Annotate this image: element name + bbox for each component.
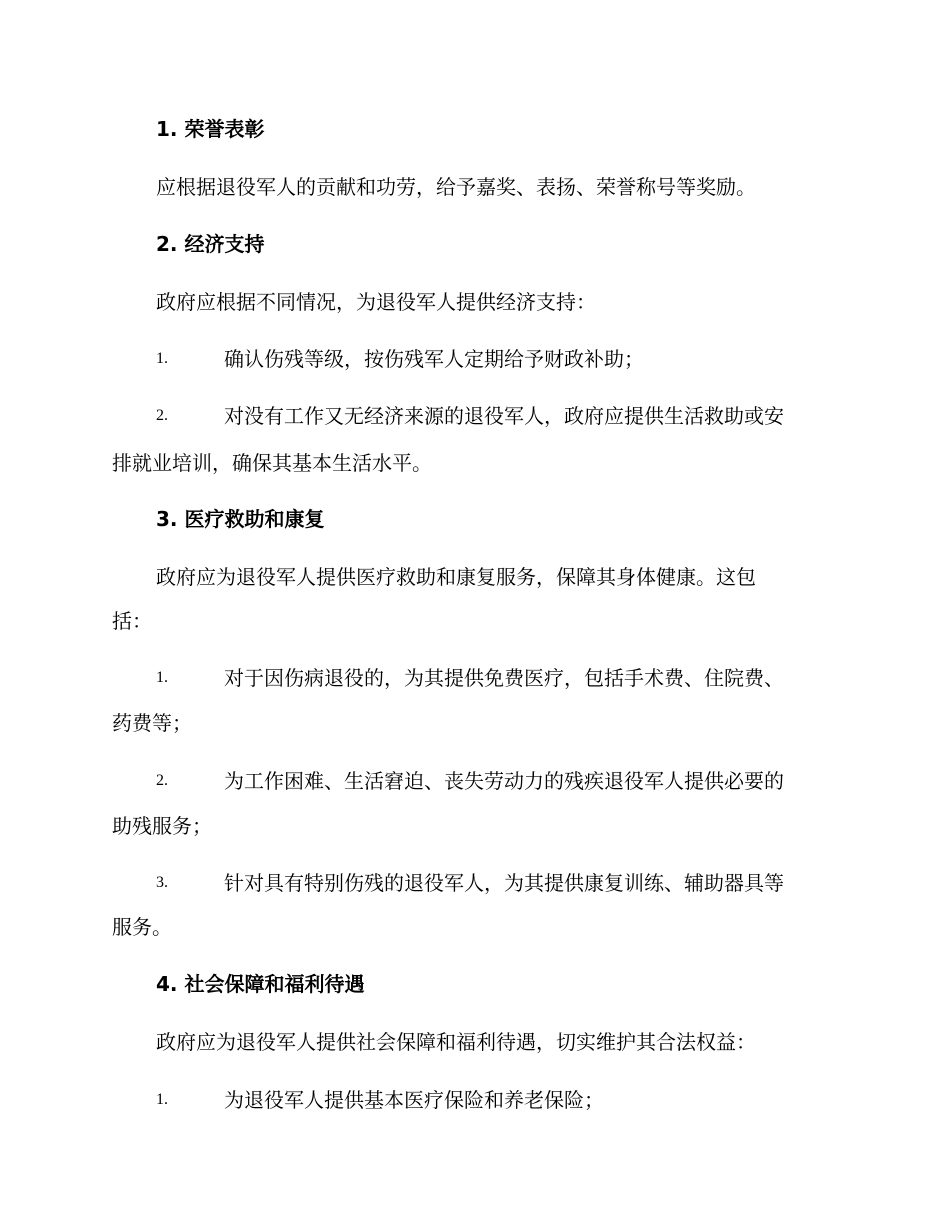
list-number: 1.: [156, 1091, 168, 1108]
list-item-text: 确认伤残等级，按伤残军人定期给予财政补助；: [224, 347, 644, 371]
list-item-continuation: 服务。: [112, 915, 172, 939]
list-number: 1.: [156, 350, 168, 367]
paragraph-line: 政府应为退役军人提供社会保障和福利待遇，切实维护其合法权益：: [156, 1030, 756, 1054]
list-number: 1.: [156, 669, 168, 686]
list-number: 3.: [156, 874, 168, 891]
list-number: 2.: [156, 407, 168, 424]
section-heading: 1. 荣誉表彰: [156, 117, 265, 141]
section-heading: 3. 医疗救助和康复: [156, 507, 325, 531]
list-number: 2.: [156, 772, 168, 789]
list-item-text: 对没有工作又无经济来源的退役军人，政府应提供生活救助或安: [224, 404, 784, 428]
list-item-continuation: 助残服务；: [112, 814, 212, 838]
section-heading: 4. 社会保障和福利待遇: [156, 972, 365, 996]
paragraph-line: 括：: [112, 609, 152, 633]
list-item-text: 针对具有特别伤残的退役军人，为其提供康复训练、辅助器具等: [224, 871, 784, 895]
list-item-text: 为退役军人提供基本医疗保险和养老保险；: [224, 1088, 604, 1112]
list-item-text: 对于因伤病退役的，为其提供免费医疗，包括手术费、住院费、: [224, 666, 784, 690]
list-item-continuation: 排就业培训，确保其基本生活水平。: [112, 451, 432, 475]
paragraph-line: 政府应为退役军人提供医疗救助和康复服务，保障其身体健康。这包: [156, 565, 756, 589]
section-heading: 2. 经济支持: [156, 232, 265, 256]
list-item-text: 为工作困难、生活窘迫、丧失劳动力的残疾退役军人提供必要的: [224, 769, 784, 793]
list-item-continuation: 药费等；: [112, 711, 192, 735]
paragraph-line: 应根据退役军人的贡献和功劳，给予嘉奖、表扬、荣誉称号等奖励。: [156, 175, 756, 199]
paragraph-line: 政府应根据不同情况，为退役军人提供经济支持：: [156, 290, 596, 314]
